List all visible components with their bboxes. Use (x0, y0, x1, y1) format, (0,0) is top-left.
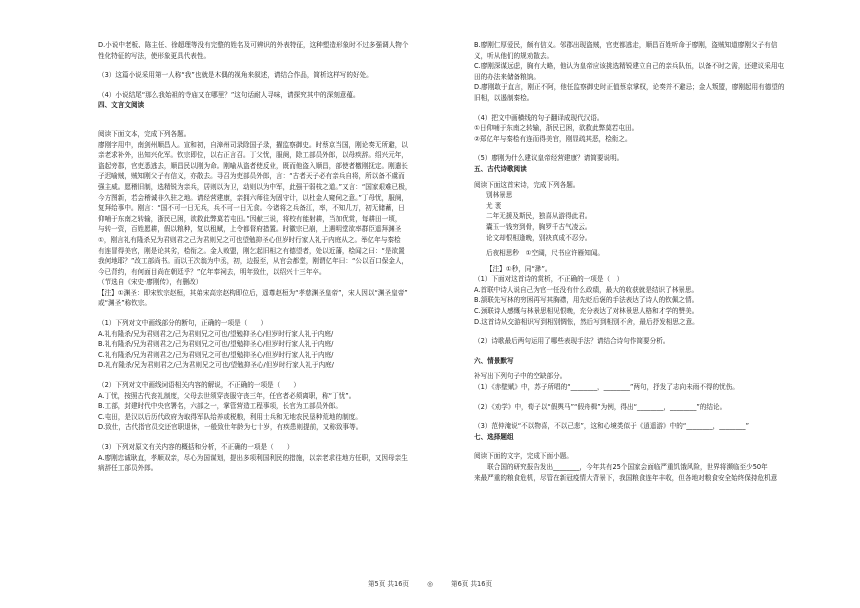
text-line: （4）把文中画横线的句子翻译成现代汉语。 (474, 113, 604, 122)
text-line: D.礼有隆杀/兄为君则君之/己为君则兄之可也/望勉抑圣心/但岁时行家人礼于内庭/ (98, 361, 334, 370)
text-line: 旧相，以遏制秦桧。 (474, 93, 534, 102)
text-line: （3）范仲淹说“不以物喜，不以己悲”，这和心境类似于《逍遥游》中的“________，________” (474, 422, 750, 431)
text-line: D.小说中老板、陈主任、徐超理等没有完整的姓名及可辨识的外表特征，这种塑造形象时不过多强调人物个 (98, 41, 409, 49)
poem-line: 后夜相思秒 ①空阔，尺书应许雁知闻。 (486, 249, 605, 258)
spacer (98, 111, 468, 120)
spacer (474, 393, 844, 402)
text-line: 强主威。愿稽旧制，选精锐为亲兵，居则以为卫，动则以为中军，此强干弱枝之道。”又言：“国家艰难已极， (98, 182, 412, 191)
text-line: （4）小说结尾“那么我始祖的寺庙又在哪里？”这句话耐人寻味，请探究其中的深刻意蕴。 (98, 90, 360, 99)
poem-line: 二年无援及斯民，独喜从游得此君。 (486, 212, 592, 221)
text-line: C.屯田，是汉以后历代政府为取得军队给养或税粮，利用士兵和无地农民垦种荒地的制度。 (98, 412, 362, 421)
text-line: ①日仰哺于东南之转输，浙民已困，欲救此弊莫若屯田。 (474, 124, 639, 133)
text-line: 今方图新，若会稽诚非久驻之地。请经营建康，亲拥六师往为固守计，以杜金人窥伺之意。”丁母忧，服阕， (98, 193, 409, 202)
spacer (98, 371, 468, 380)
text-line: （2）《劝学》中，荀子以“假舆马”“假舟楫”为例，得出“________，________”的结论。 (474, 402, 727, 411)
spacer (474, 412, 844, 421)
text-line: 子迟喻贼，贼知刚父子有信义，亦散去。寻召为吏部员外郎，言：“古者天子必有亲兵自将，所以备不虞而 (98, 172, 405, 181)
text-line: （1）下列对文中画线部分的断句，正确的一项是（ ） (98, 319, 268, 328)
text-line: A.礼有隆杀/兄为君则君之/己为君则兄之可也/望勉抑圣心/但岁时行家人礼于内庭/ (98, 329, 334, 338)
footer-left-page-number: 第5页 共16页 (367, 580, 409, 588)
text-line: 【注】①渊圣：即宋钦宗赵桓，其弟宋高宗赵构即位后，遥尊赵桓为“孝慈渊圣皇帝”，宋人因以“渊圣皇帝” (98, 288, 408, 297)
poem-line: 别林景思 (486, 191, 513, 200)
text-line: 阅读下面的文字，完成下面小题。 (474, 452, 573, 461)
text-line: ①，刚言礼有隆杀兄为君则君之己为君则兄之可也望勉抑圣心但岁时行家人礼于内庭从之。举亿年与秦桧 (98, 235, 401, 244)
text-line: 仰哺于东南之转输，浙民已困，欲救此弊莫若屯田。”因献三说，将校有能射耕，当加优赏，每耕田一顷， (98, 214, 402, 223)
text-line: （2）下列对文中画线词语相关内容的解说，不正确的一项是（ ） (98, 381, 301, 390)
spacer (98, 61, 468, 70)
text-line: 亲老求补外，出知兴化军。钦宗即位，以右正言召。丁父忧，服阕，除工部员外郎，以母疾辞。绍兴元年， (98, 151, 408, 160)
text-line: 阅读下面文本，完成下列各题。 (98, 129, 191, 138)
spacer (98, 309, 468, 318)
poem-line: 【注】①秒，同“渺”。 (486, 264, 552, 273)
text-line: B.礼有隆杀/兄为君则君之/己为君则兄之可也/望勉抑圣心/但岁时行家人礼于内庭/ (98, 340, 334, 349)
page-footer (0, 578, 860, 588)
text-line: D.这首诗从交游相识写到相别惆怅，然后写到相别不舍，最后抒发相思之意。 (474, 317, 699, 326)
text-line: 来最严重的粮食危机，尽管在新冠疫情大背景下，我国粮食连年丰收，但各地对粮食安全始终保持危机意 (474, 473, 778, 482)
spacer (474, 104, 844, 113)
left-page (98, 40, 468, 568)
text-line: C.颈联诗人感慨与林景思相见恨晚，充分表达了对林景思人格和才学的赞美。 (474, 307, 699, 316)
spacer (98, 433, 468, 442)
text-line: 补写出下列句子中的空缺部分。 (474, 372, 567, 381)
text-line: 阅读下面这首宋诗，完成下列各题。 (474, 180, 580, 189)
text-line: （5）廖刚为什么建议皇帝经营建康？请简要说明。 (474, 154, 624, 163)
text-line: C.廖刚深谋远虑，胸有大略，他认为皇帝应该挑选精锐建立自己的亲兵队伍，以备不时之需，还建议采用屯 (474, 62, 785, 71)
text-line: （1）下面对这首诗的赏析，不正确的一项是（ ） (474, 275, 624, 284)
spacer (98, 120, 468, 129)
spacer (474, 327, 844, 336)
text-line: A.丁忧，按照古代丧礼制度，父母去世须穿丧服守丧三年，任官者必须离职，称“丁忧”。 (98, 391, 356, 400)
footer-separator: ◎ (427, 580, 433, 588)
spacer (474, 144, 844, 153)
text-line: 田的办法来储备粮饷。 (474, 72, 540, 81)
poem-line: 尤 袤 (486, 201, 502, 210)
text-line: （2）诗歌最后两句运用了哪些表现手法？请结合诗句作简要分析。 (474, 337, 670, 346)
text-line: ②郑亿年与秦桧有连而得美官，刚显疏其恶，桧衔之。 (474, 134, 632, 143)
text-line: B.工部，封建时代中央官署名，六部之一，掌管营造工程事项，长官为工部员外郎。 (98, 402, 342, 411)
text-line: 有连冒得美官，刚是论其劣，桧衔之。金人败盟，刚乞起旧相之有德望者，处以近藩，桧闻之曰：“是欲置 (98, 246, 405, 255)
spacer (474, 442, 844, 451)
footer-right-page-number: 第6页 共16页 (450, 580, 493, 588)
text-line: C.礼有隆杀/兄为君则君之/己为君则兄之可也/望勉抑圣心/但岁时行家人礼于内庭/ (98, 350, 334, 359)
text-line: 盗起旁郡，官吏悉逃去，顺昌民以刚为命。刚喻从盗者使反业，既而他盗入顺昌，部使者檄刚抚定。刚遣长 (98, 161, 408, 170)
section-heading: 四、文言文阅读 (98, 101, 145, 110)
section-heading: 五、古代诗歌阅读 (474, 164, 527, 173)
text-line: B.颔联先写林的穷困再写其胸襟，用先贬后褒的手法表达了诗人的钦佩之情。 (474, 296, 699, 305)
text-line: （节选自《宋史·廖刚传》，有删改） (98, 278, 203, 287)
text-line: B.廖刚仁厚爱民，颇有信义。邻郡出现盗贼，官吏都逃走，顺昌百姓听命于廖刚，盗贼知道廖刚父子有信 (474, 41, 778, 49)
text-line: A.廖刚忠诚耿直，孝顺双亲，尽心为国谋划，提出多项利国利民的措施，以亲老求往地方任职，又因母亲生 (98, 453, 408, 462)
text-line: 联合国的研究报告发出________，今年共有25个国家会面临严重饥饿风险，世界将濒临至少50年 (474, 463, 768, 471)
text-line: 病辞任工部员外郎。 (98, 464, 158, 473)
text-line: 或“渊圣”称钦宗。 (98, 299, 151, 308)
text-line: 与转一资，百姓愿耕，假以粮种，复以租赋，上令都督府措置。时徽宗已崩，上遇明堂欲率群臣遥拜渊圣 (98, 225, 402, 234)
poem-line: 论文却恨相逢晚，别袂真成不忍分。 (486, 233, 592, 242)
text-line: 我何地耶？”改工部尚书。而以王次翁为中丞，初，边报至，从官会都堂，刚谓亿年曰：“公以百口保金人， (98, 257, 409, 266)
section-heading: 七、选择题组 (474, 432, 514, 441)
section-heading: 六、情景默写 (474, 356, 514, 365)
spacer (98, 81, 468, 90)
right-page (474, 40, 844, 568)
text-line: 性化特征的写法，使形象更具代表性。 (98, 51, 211, 60)
text-line: 廖刚字用中，南剑州顺昌人。宣和初，自漳州司录除国子录，擢监察御史。时蔡京当国，刚论奏无所避，以 (98, 140, 408, 149)
poem-line: 囊玉一钱穷到骨，胸罗千古气凌云。 (486, 222, 592, 231)
text-line: D.廖刚敢于直言，刚正不阿，他任监察御史时正值蔡京掌权，论奏并不避忌；金人叛盟，廖刚起用有德望的 (474, 83, 785, 92)
text-line: （3）这篇小说采用第一人称“我”也就是木偶的视角来叙述，请结合作品，简析这样写的好处。 (98, 71, 373, 80)
spacer (474, 347, 844, 356)
text-line: （3）下列对原文有关内容的概括和分析，不正确的一项是（ ） (98, 443, 294, 451)
text-line: 复拜给事中。刚言：“国不可一日无兵，兵不可一日无食。今诸将之兵备江，率，不知几万，初无储蓄，日 (98, 204, 405, 213)
text-line: A.首联中诗人说自己为官一任没有什么政绩，最大的收获就是结识了林景思。 (474, 285, 699, 294)
text-line: 今已背约，有何面目尚在朝廷乎？”亿年奉祠去，明年致仕，以绍兴十三年卒。 (98, 267, 326, 276)
text-line: 义，听从他们的规劝散去。 (474, 51, 554, 60)
text-line: （1）《赤壁赋》中，苏子所唱的“________，________”两句，抒发了志向未雨不得的忧伤。 (474, 383, 739, 392)
text-line: D.致仕，古代指官员交还官职退休，一般致仕年龄为七十岁，有疾患则提前，又称致事等。 (98, 423, 363, 432)
